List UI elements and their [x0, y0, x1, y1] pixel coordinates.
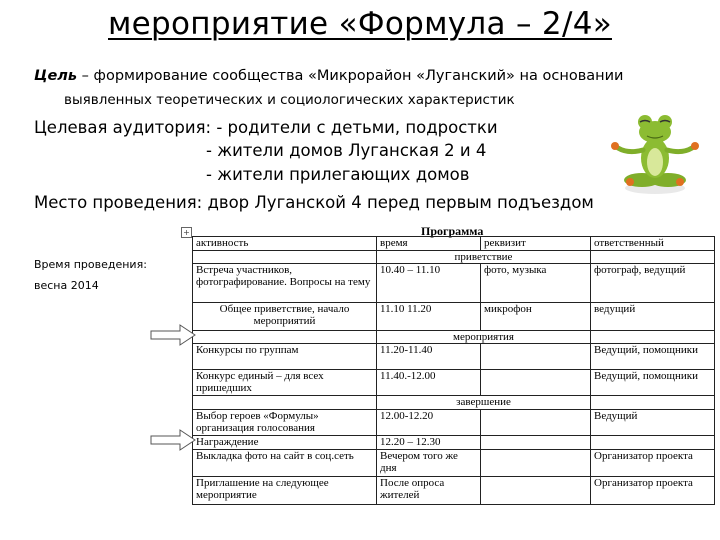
- table-cell: Ведущий: [591, 410, 715, 436]
- table-cell: 11.10 11.20: [377, 303, 481, 331]
- column-header: ответственный: [591, 237, 715, 251]
- column-header: реквизит: [481, 237, 591, 251]
- time-label: Время проведения:: [34, 258, 147, 271]
- arrow-right-icon: [150, 324, 196, 346]
- program-title: Программа: [421, 224, 484, 238]
- table-cell: Выкладка фото на сайт в соц.сеть: [193, 450, 377, 477]
- audience-item-2: - жители домов Луганская 2 и 4: [206, 141, 487, 160]
- column-header: активность: [193, 237, 377, 251]
- table-cell: 10.40 – 11.10: [377, 264, 481, 303]
- table-cell: фото, музыка: [481, 264, 591, 303]
- time-value: весна 2014: [34, 279, 99, 292]
- program-table: [192, 236, 715, 505]
- audience-line: [34, 118, 498, 137]
- section-label: приветствие: [377, 251, 591, 264]
- table-cell: [481, 410, 591, 436]
- table-cell: фотограф, ведущий: [591, 264, 715, 303]
- place-line: [34, 193, 594, 212]
- table-cell: 11.20-11.40: [377, 344, 481, 370]
- table-cell: Приглашение на следующее мероприятие: [193, 477, 377, 505]
- place-label: Место проведения:: [34, 193, 203, 212]
- section-row: [193, 396, 715, 410]
- table-cell: Ведущий, помощники: [591, 370, 715, 396]
- meditating-frog-image: [600, 108, 710, 198]
- goal-continuation: выявленных теоретических и социологических характеристик: [64, 92, 515, 108]
- table-cell: Награждение: [193, 436, 377, 450]
- table-cell: Общее приветствие, начало мероприятий: [193, 303, 377, 331]
- table-move-handle-icon[interactable]: +: [181, 227, 192, 238]
- table-cell: Организатор проекта: [591, 477, 715, 505]
- table-cell: [481, 370, 591, 396]
- table-cell: [481, 436, 591, 450]
- table-cell: Конкурсы по группам: [193, 344, 377, 370]
- slide-title: мероприятие «Формула – 2/4»: [108, 6, 612, 42]
- section-label: завершение: [377, 396, 591, 410]
- goal-text: – формирование сообщества «Микрорайон «Луганский» на основании: [77, 68, 624, 84]
- table-header-row: [193, 237, 715, 251]
- table-row: [193, 344, 715, 370]
- table-cell: 12.00-12.20: [377, 410, 481, 436]
- table-cell: 12.20 – 12.30: [377, 436, 481, 450]
- arrow-right-icon: [150, 429, 196, 451]
- table-row: [193, 436, 715, 450]
- section-row: [193, 251, 715, 264]
- audience-item-1: - родители с детьми, подростки: [216, 118, 498, 137]
- table-row: [193, 370, 715, 396]
- table-cell: Встреча участников, фотографирование. Вопросы на тему: [193, 264, 377, 303]
- audience-item-3: - жители прилегающих домов: [206, 165, 470, 184]
- place-value: двор Луганской 4 перед первым подъездом: [207, 193, 594, 212]
- audience-label: Целевая аудитория:: [34, 118, 212, 137]
- column-header: время: [377, 237, 481, 251]
- table-cell: [481, 477, 591, 505]
- table-cell: Выбор героев «Формулы» организация голосования: [193, 410, 377, 436]
- table-row: [193, 410, 715, 436]
- section-row: [193, 331, 715, 344]
- table-cell: [481, 450, 591, 477]
- table-cell: 11.40.-12.00: [377, 370, 481, 396]
- table-row: [193, 303, 715, 331]
- section-label: мероприятия: [377, 331, 591, 344]
- table-row: [193, 264, 715, 303]
- table-cell: [591, 436, 715, 450]
- goal-label: Цель: [34, 68, 78, 84]
- table-row: [193, 477, 715, 505]
- table-cell: Организатор проекта: [591, 450, 715, 477]
- table-cell: Ведущий, помощники: [591, 344, 715, 370]
- table-cell: Конкурс единый – для всех пришедших: [193, 370, 377, 396]
- table-cell: [481, 344, 591, 370]
- table-cell: После опроса жителей: [377, 477, 481, 505]
- table-cell: Вечером того же дня: [377, 450, 481, 477]
- goal-line: [34, 68, 623, 84]
- table-cell: ведущий: [591, 303, 715, 331]
- table-row: [193, 450, 715, 477]
- table-cell: микрофон: [481, 303, 591, 331]
